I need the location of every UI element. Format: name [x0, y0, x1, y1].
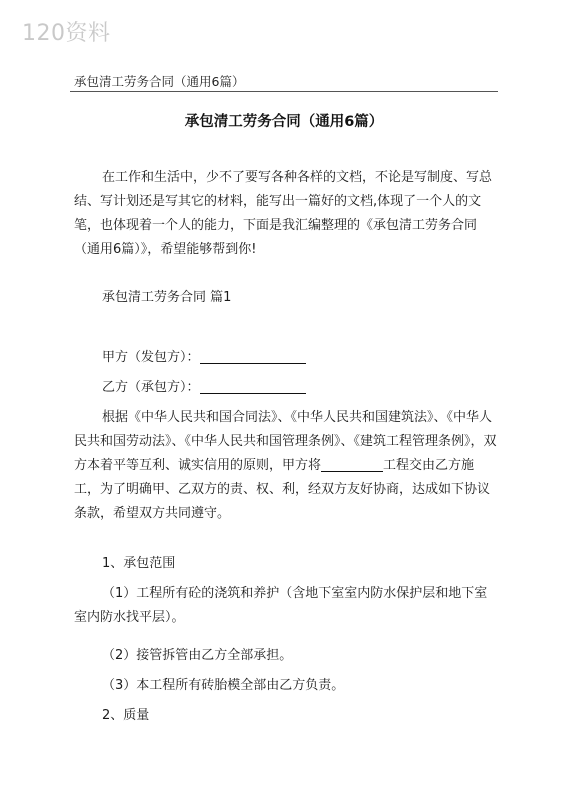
party-a-label: 甲方（发包方）：	[102, 350, 200, 365]
clause-1-heading: 1、承包范围	[102, 556, 176, 571]
header-rule	[70, 91, 498, 92]
party-b-label: 乙方（承包方）：	[102, 380, 200, 395]
section-heading: 承包清工劳务合同 篇1	[102, 290, 232, 305]
intro-paragraph: 在工作和生活中，少不了要写各种各样的文档，不论是写制度、写总结、写计划还是写其它的材料，能写出一篇好的文档,体现了一个人的文笔，也体现着一个人的能力，下面是我汇编整理的《承包清工劳务合同（通用6篇）》，希望能够帮到你!	[74, 170, 493, 257]
basis-text-after: 工程交由乙方施工，为了明确甲、乙双方的责、权、利，经双方友好协商，达成如下协议条款，希望双方共同遵守。	[74, 458, 491, 521]
project-name-blank	[321, 457, 375, 472]
running-header: 承包清工劳务合同（通用6篇）	[74, 74, 245, 89]
clause-1-2: （2）接管拆管由乙方全部承担。	[102, 648, 293, 663]
party-b-blank	[200, 379, 306, 394]
project-name-blank-continued	[375, 457, 383, 472]
watermark: 120资料	[22, 21, 111, 46]
basis-text-before: 根据《中华人民共和国合同法》、《中华人民共和国建筑法》、《中华人民共和国劳动法》、《中华人民共和国管理条例》、《建筑工程管理条例》，双方本着平等互利、诚实信用的原则，甲方将	[74, 410, 497, 473]
clause-2-heading: 2、质量	[102, 708, 150, 723]
party-b-line	[74, 376, 526, 400]
party-a-line	[74, 346, 526, 370]
party-a-blank	[200, 349, 306, 364]
document-title: 承包清工劳务合同（通用6篇）	[184, 114, 384, 130]
basis-paragraph	[74, 406, 498, 526]
clause-1-1: （1）工程所有砼的浇筑和养护（含地下室室内防水保护层和地下室室内防水找平层）。	[74, 586, 488, 625]
clause-1-3: （3）本工程所有砖胎模全部由乙方负责。	[102, 678, 345, 693]
